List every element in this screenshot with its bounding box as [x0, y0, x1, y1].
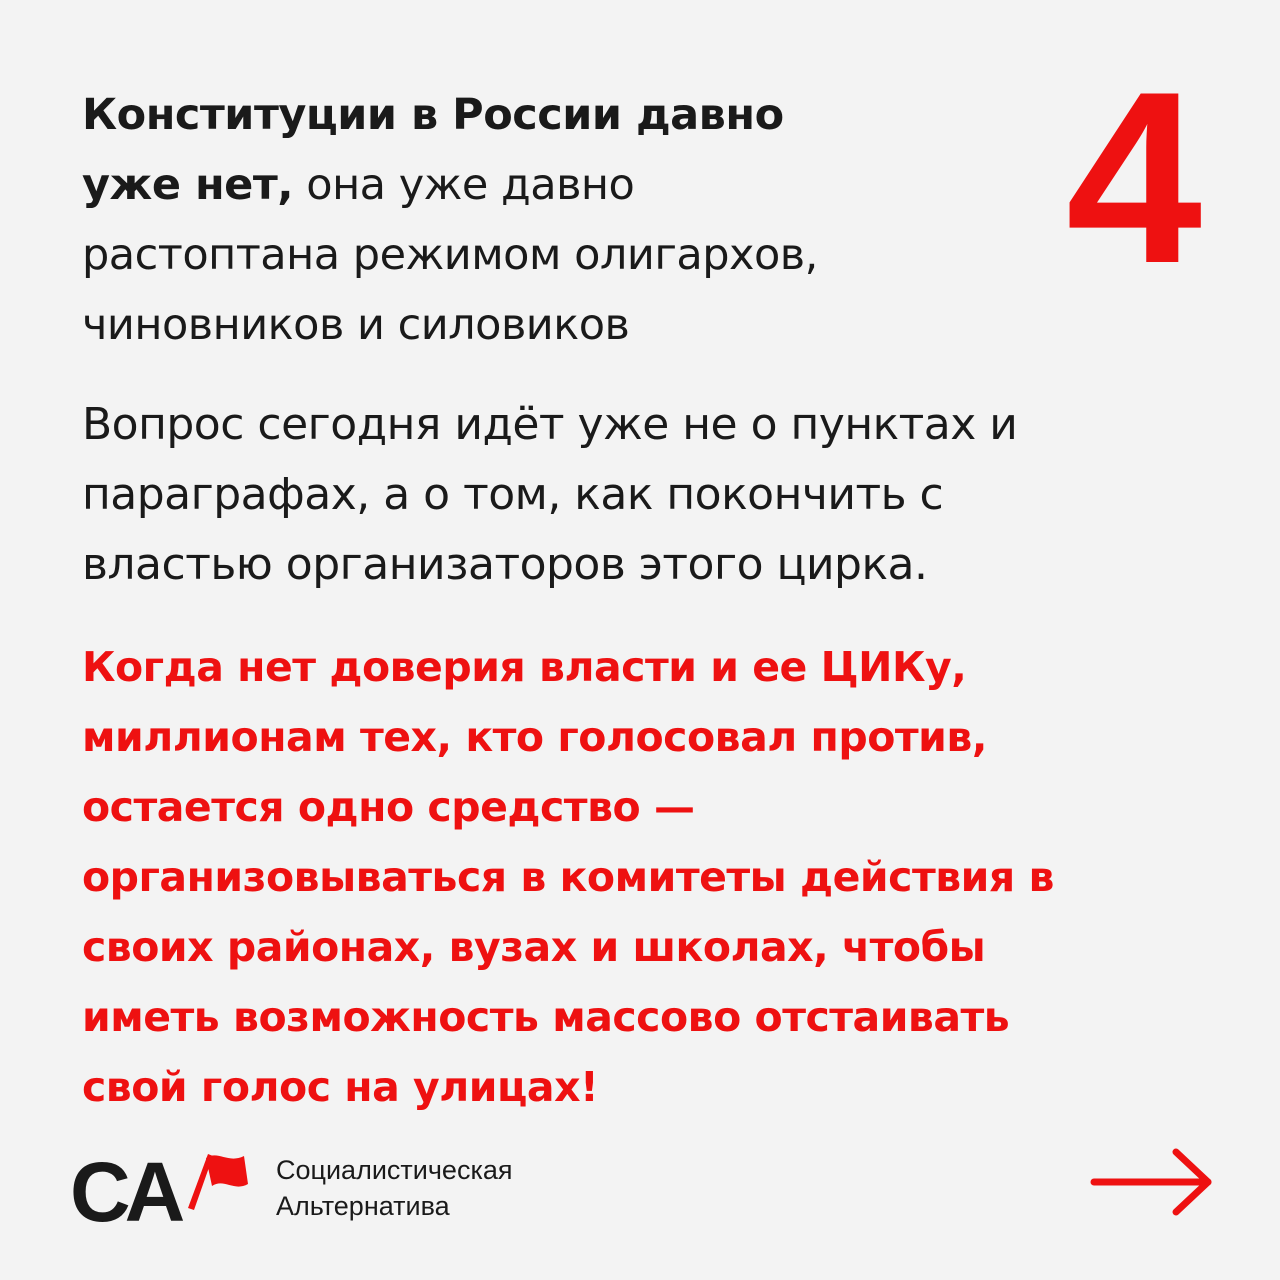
- cta-line: остается одно средство —: [82, 783, 695, 831]
- org-name: [276, 1152, 513, 1224]
- question-line: Вопрос сегодня идёт уже не о пунктах и: [82, 399, 1018, 450]
- intro-bold-text: уже нет,: [82, 160, 294, 210]
- intro-line: растоптана режимом олигархов,: [82, 230, 818, 280]
- cta-line: организовываться в комитеты действия в: [82, 853, 1054, 901]
- intro-bold-text: Конституции в России давно: [82, 90, 784, 140]
- cta-line: своих районах, вузах и школах, чтобы: [82, 923, 986, 971]
- intro-line: [82, 80, 982, 150]
- cta-line: Когда нет доверия власти и ее ЦИКу,: [82, 643, 967, 691]
- org-name-line: Альтернатива: [276, 1191, 450, 1221]
- cta-line: миллионам тех, кто голосовал против,: [82, 713, 987, 761]
- intro-line: [82, 150, 982, 220]
- logo-letters: СА: [70, 1145, 182, 1239]
- slide-number: 4: [1065, 40, 1199, 314]
- cta-line: иметь возможность массово отстаивать: [82, 993, 1010, 1041]
- intro-regular-text: она уже давно: [293, 160, 635, 210]
- red-flag-icon: [182, 1150, 252, 1210]
- org-logo: [70, 1145, 250, 1239]
- org-name-line: Социалистическая: [276, 1155, 513, 1185]
- question-line: параграфах, а о том, как покончить с: [82, 469, 944, 520]
- question-paragraph: [82, 390, 1212, 600]
- cta-line: свой голос на улицах!: [82, 1063, 599, 1111]
- call-to-action-paragraph: [82, 632, 1232, 1122]
- question-line: властью организаторов этого цирка.: [82, 539, 928, 590]
- intro-paragraph: [82, 80, 982, 360]
- arrow-right-icon[interactable]: [1090, 1146, 1216, 1218]
- intro-line: чиновников и силовиков: [82, 300, 630, 350]
